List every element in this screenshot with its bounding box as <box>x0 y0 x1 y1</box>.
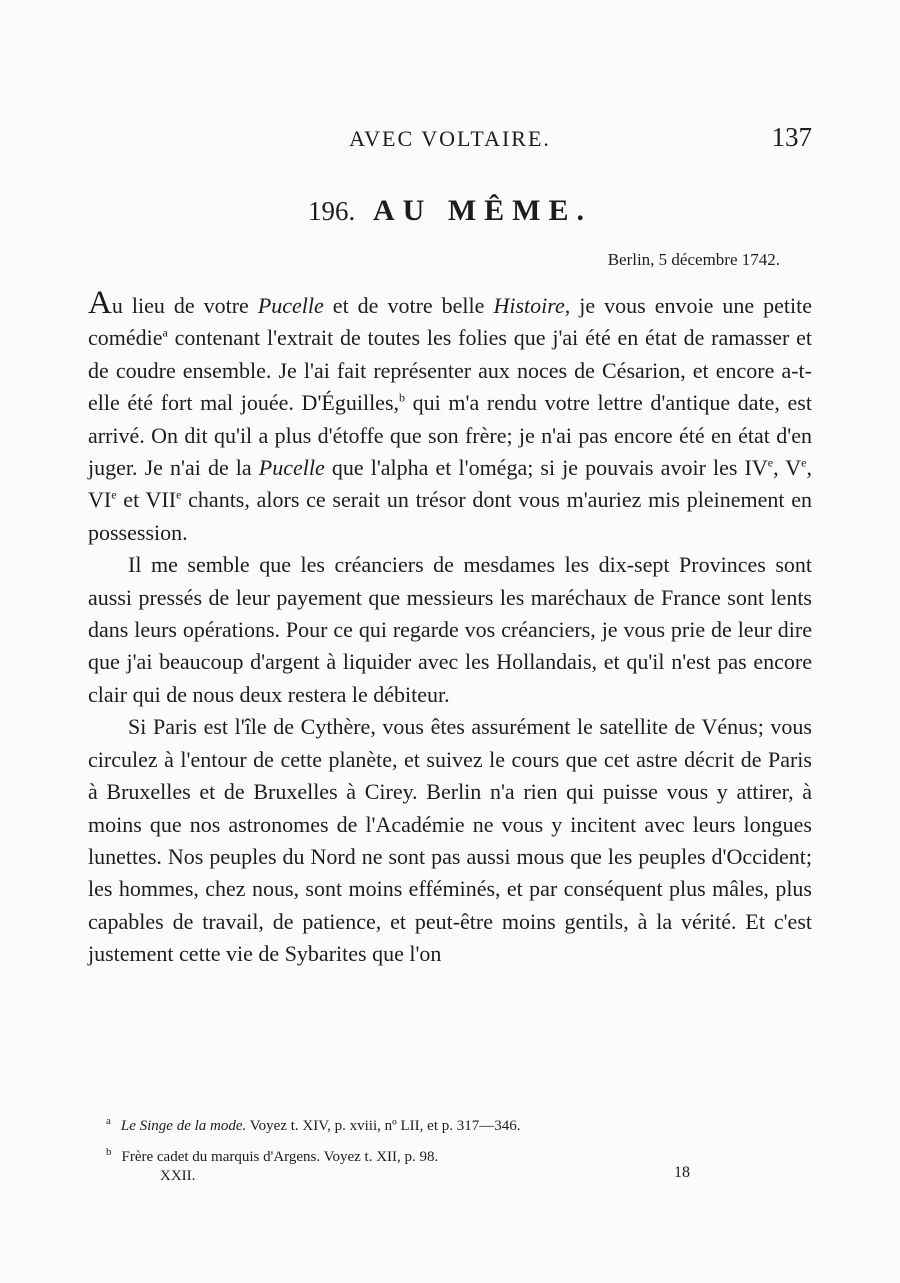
italic-title-pucelle: Pucelle <box>257 293 324 318</box>
superscript-e: e <box>111 488 117 503</box>
footnotes <box>106 1108 806 1170</box>
text-run: , VI <box>88 455 812 513</box>
text-run: et VII <box>116 487 177 513</box>
footnote-text: Voyez t. XIV, p. xviii, nº LII, et p. 317—346. <box>246 1118 521 1134</box>
paragraph-3: Si Paris est l'île de Cythère, vous êtes assurément le satellite de Vénus; vous circulez à l'entour de cette planète, et suivez le cours que cet astre décrit de Paris à Bruxelles et de Bruxelles à Cirey. Berlin n'a rien qui puisse vous y attirer, à moins que nos astronomes de l'Académie ne vous y incitent avec leurs longues lunettes. Nos peuples du Nord ne sont pas aussi mous que les peuples d'Occident; les hommes, chez nous, sont moins efféminés, et par conséquent plus mâles, plus capables de travail, de patience, et peut-être moins gentils, à la vérité. Et c'est justement cette vie de Sybarites que l'on <box>88 714 812 967</box>
footnote-a <box>106 1108 806 1139</box>
page-number: 137 <box>771 122 812 152</box>
text-run: chants, alors ce serait un trésor dont vous m'auriez mis pleinement en possession. <box>88 487 812 545</box>
paragraph-1 <box>88 287 812 549</box>
signature-mark: XXII. <box>160 1168 196 1184</box>
italic-title-pucelle: Pucelle <box>258 455 325 481</box>
letter-title: AU MÊME. <box>373 194 592 227</box>
running-head <box>88 122 812 156</box>
superscript-e: e <box>801 455 807 470</box>
drop-cap: A <box>88 285 112 321</box>
footnote-ref-b[interactable]: b <box>399 390 406 405</box>
text-run: qui m'a rendu votre lettre d'antique date, est arrivé. On dit qu'il a plus d'étoffe que son frère; je n'ai pas encore été en état d'en juger. Je n'ai de la <box>88 390 812 481</box>
sheet-number: 18 <box>674 1164 690 1181</box>
italic-title-histoire: Histoire, <box>493 293 571 318</box>
text-run: que l'alpha et l'oméga; si je pouvais avoir les IV <box>324 455 768 481</box>
running-title: AVEC VOLTAIRE. <box>349 126 551 151</box>
footnote-b <box>106 1139 806 1170</box>
footnote-marker: b <box>106 1146 112 1158</box>
footnote-ref-a[interactable]: a <box>162 326 168 341</box>
letter-body <box>88 287 812 971</box>
footnote-marker: a <box>106 1115 111 1127</box>
footnote-italic-title: Le Singe de la mode. <box>120 1118 247 1134</box>
superscript-e: e <box>767 455 774 470</box>
text-run: et de votre belle <box>323 293 494 318</box>
letter-number: 196. <box>308 196 356 226</box>
text-run: , V <box>773 455 802 481</box>
text-run: contenant l'extrait de toutes les folies que j'ai été en état de ramasser et de coudre ensemble. Je l'ai fait représenter aux noces de Césarion, et encore a-t-elle été fort mal jouée. D'Éguilles, <box>88 325 812 416</box>
footnote-text: Frère cadet du marquis d'Argens. Voyez t. XII, p. 98. <box>121 1149 439 1165</box>
superscript-e: e <box>176 488 182 503</box>
text-run: u lieu de votre <box>111 293 258 318</box>
letter-heading <box>88 192 812 228</box>
dateline: Berlin, 5 décembre 1742. <box>607 250 780 269</box>
text-run: je vous envoie une petite comédie <box>88 293 812 351</box>
paragraph-2: Il me semble que les créanciers de mesdames les dix-sept Provinces sont aussi pressés de leur payement que messieurs les maréchaux de France sont lents dans leurs opérations. Pour ce qui regarde vos créanciers, je vous prie de leur dire que j'ai beaucoup d'argent à liquider avec les Hollandais, et qu'il n'est pas encore clair qui de nous deux restera le débiteur. <box>88 552 812 707</box>
